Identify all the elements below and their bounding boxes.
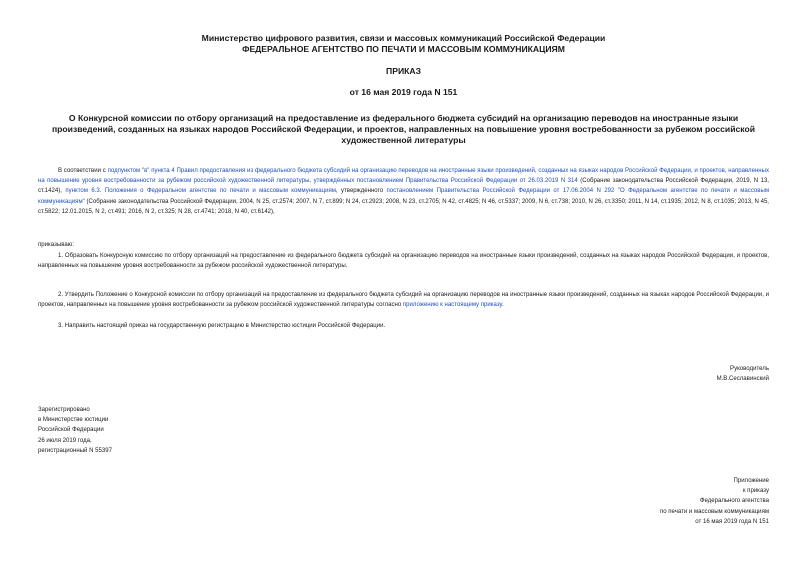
preamble bbox=[38, 166, 769, 217]
ministry-name: Министерство цифрового развития, связи и массовых коммуникаций Российской Федерации bbox=[201, 33, 606, 43]
document-type: ПРИКАЗ bbox=[386, 66, 421, 76]
resolution-292-link[interactable]: постановлением Правительства Российской Федерации от 17.06.2004 N 292 "О Федеральном агентстве по печати и массовым коммуникациям" bbox=[38, 188, 769, 205]
order-item-2 bbox=[38, 290, 769, 310]
preamble-text-2: (Собрание законодательства Российской Федерации, 2019, N 13, ст.1424), bbox=[38, 178, 769, 195]
signature-role: Руководитель bbox=[730, 366, 769, 372]
registration-line: Российской Федерации bbox=[38, 427, 104, 434]
order-item-2-end: . bbox=[501, 302, 504, 309]
document-date-number: от 16 мая 2019 года N 151 bbox=[349, 87, 458, 97]
registration-line: Зарегистрировано bbox=[38, 407, 90, 413]
signature-block bbox=[717, 364, 769, 384]
appendix-line: Приложение bbox=[733, 478, 769, 484]
order-word: приказываю: bbox=[38, 242, 74, 248]
document-title-line-3: художественной литературы bbox=[341, 135, 466, 145]
order-item-2-text: 2. Утвердить Положение о Конкурсной комиссии по отбору организаций на предоставление из федерального бюджета субсидий на организацию переводов на иностранные языки произведений, созданных на языках народов Российской Федерации, и проектов, направленных на повышение уровня востребованности за рубежом российской художественной литературы согласно bbox=[38, 292, 769, 309]
registration-line: 26 июля 2019 года, bbox=[38, 437, 92, 444]
appendix-line: по печати и массовым коммуникациям bbox=[659, 508, 769, 515]
appendix-line: Федерального агентства bbox=[699, 498, 769, 505]
preamble-text-4: (Собрание законодательства Российской Федерации, 2004, N 25, ст.2574; 2007, N 7, ст.899; N 24, ст.2923; 2008, N 23, ст.2705; N 42, ст.4825; N 46, ст.5337; 2009, N 6, ст.738; 2010, N 26, ст.3350; 2011, N 14, ст.1935; 2012, N 8, ст.1035; 2013, N 45, ст.5822; 12.01.2015, N 2, ст.491; 2016, N 2, ст.325; N 28, ст.4741; 2018, N 40, ст.6142), bbox=[38, 198, 769, 215]
appendix-link[interactable]: приложению к настоящему приказу bbox=[402, 302, 502, 309]
appendix-line: от 16 мая 2019 года N 151 bbox=[695, 518, 769, 525]
appendix-line: к приказу bbox=[742, 488, 769, 495]
registration-line: регистрационный N 55397 bbox=[38, 447, 112, 454]
order-item-1: 1. Образовать Конкурсную комиссию по отбору организаций на предоставление из федерального бюджета субсидий на организацию переводов на иностранные языки произведений, созданных на языках народов Российской Федерации, и проектов, направленных на повышение уровня востребованности за рубежом российской художественной литературы. bbox=[38, 253, 769, 270]
registration-block bbox=[38, 405, 112, 456]
appendix-block bbox=[660, 476, 769, 527]
signature-name: М.В.Сеславинский bbox=[716, 376, 769, 383]
order-item-3: 3. Направить настоящий приказ на государственную регистрацию в Министерство юстиции Российской Федерации. bbox=[58, 323, 386, 329]
registration-line: в Министерстве юстиции bbox=[38, 417, 109, 424]
agency-name: ФЕДЕРАЛЬНОЕ АГЕНТСТВО ПО ПЕЧАТИ И МАССОВЫМ КОММУНИКАЦИЯМ bbox=[242, 44, 565, 54]
document-title-line-1: О Конкурсной комиссии по отбору организаций на предоставление из федерального бюджета субсидий на организацию переводов на иностранные языки bbox=[68, 113, 739, 123]
preamble-text-3: , утвержденного bbox=[335, 188, 387, 195]
preamble-text-1: В соответствии с bbox=[58, 168, 108, 174]
regulation-6-3-link[interactable]: пунктом 6.3. Положения о Федеральном агентстве по печати и массовым коммуникациям bbox=[65, 188, 336, 195]
rules-314-link[interactable]: подпунктом "в" пункта 4 Правил предоставления из федерального бюджета субсидий на организацию переводов на иностранные языки произведений, созданных на языках народов Российской Федерации, и проектов, направленных на повышение уровня востребованности за рубежом российской художественной литературы, утверждённых постановлением Правительства Российской Федерации от 26.03.2019 N 314 bbox=[38, 168, 769, 185]
document-title-line-2: произведений, созданных на языках народов Российской Федерации, и проектов, направленных на повышение уровня востребованности за рубежом российской bbox=[51, 124, 756, 134]
